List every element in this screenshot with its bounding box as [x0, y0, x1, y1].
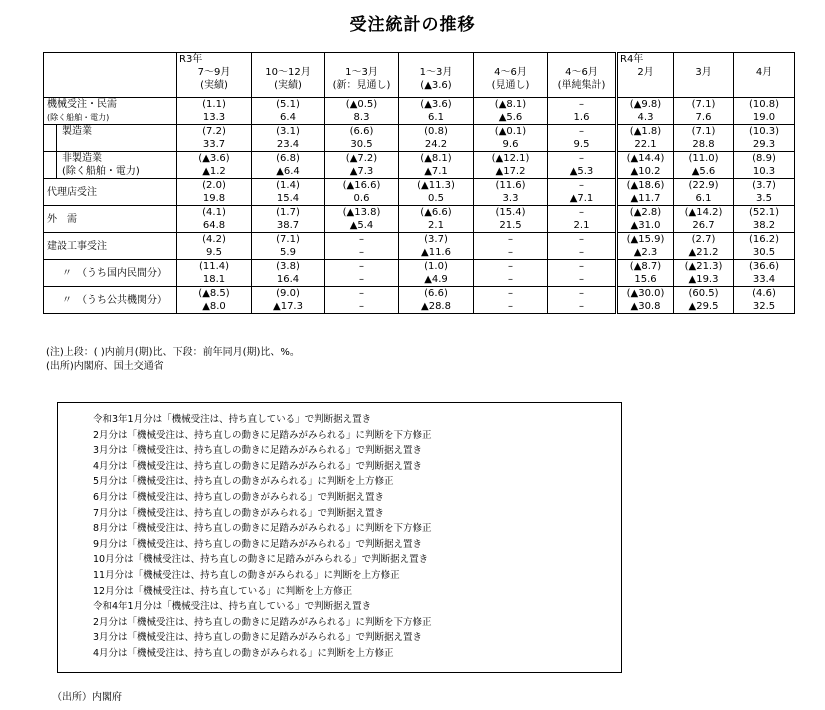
mom-value: (▲8.7) — [617, 260, 674, 274]
mom-value: (▲12.1) — [474, 152, 548, 166]
assessment-line: 5月分は「機械受注は、持ち直しの動きがみられる」に判断を上方修正 — [93, 476, 394, 488]
row-label: 機械受注・民需 — [47, 99, 117, 110]
mom-value: – — [548, 233, 617, 247]
row-label: 代理店受注 — [47, 186, 97, 198]
yoy-value: 30.5 — [734, 246, 795, 260]
column-header — [674, 53, 734, 98]
table-row — [44, 233, 795, 247]
mom-value: – — [474, 233, 548, 247]
mom-value: (7.2) — [177, 125, 252, 139]
yoy-value: 9.5 — [177, 246, 252, 260]
yoy-value: 2.1 — [399, 219, 474, 233]
yoy-value: – — [325, 300, 399, 314]
mom-value: (▲14.2) — [674, 206, 734, 220]
column-kind: (単純集計) — [557, 80, 606, 91]
mom-value: (▲21.3) — [674, 260, 734, 274]
yoy-value: 18.1 — [177, 273, 252, 287]
yoy-value: 38.7 — [252, 219, 325, 233]
stats-table — [43, 52, 795, 314]
column-kind: (新：見通し) — [332, 80, 391, 91]
yoy-value: ▲2.3 — [617, 246, 674, 260]
row-label: 非製造業 — [62, 153, 102, 164]
yoy-value: 6.1 — [674, 192, 734, 206]
yoy-value: ▲5.6 — [474, 111, 548, 125]
mom-value: – — [474, 260, 548, 274]
mom-value: (6.6) — [399, 287, 474, 301]
mom-value: – — [325, 287, 399, 301]
mom-value: (▲14.4) — [617, 152, 674, 166]
table-row — [44, 179, 795, 193]
mom-value: (1.1) — [177, 98, 252, 112]
yoy-value: ▲10.2 — [617, 165, 674, 179]
column-header — [734, 53, 795, 98]
mom-value: (3.1) — [252, 125, 325, 139]
yoy-value: – — [474, 246, 548, 260]
assessment-line: 11月分は「機械受注は、持ち直しの動きがみられる」に判断を上方修正 — [93, 570, 400, 581]
yoy-value: – — [548, 300, 617, 314]
column-header — [252, 53, 325, 98]
yoy-value: 33.4 — [734, 273, 795, 287]
yoy-value: 30.5 — [325, 138, 399, 152]
yoy-value: 5.9 — [252, 246, 325, 260]
column-period: 3月 — [695, 67, 712, 78]
mom-value: (▲9.8) — [617, 98, 674, 112]
yoy-value: 1.6 — [548, 111, 617, 125]
mom-value: (7.1) — [252, 233, 325, 247]
table-row — [44, 98, 795, 112]
assessment-line: 令和3年1月分は「機械受注は、持ち直している」で判断据え置き — [93, 414, 372, 425]
yoy-value: 22.1 — [617, 138, 674, 152]
mom-value: (36.6) — [734, 260, 795, 274]
mom-value: (▲3.6) — [399, 98, 474, 112]
column-era — [252, 53, 324, 66]
mom-value: (▲7.2) — [325, 152, 399, 166]
yoy-value: ▲11.7 — [617, 192, 674, 206]
mom-value: (2.0) — [177, 179, 252, 193]
column-header — [177, 53, 252, 98]
yoy-value: – — [474, 273, 548, 287]
mom-value: – — [325, 233, 399, 247]
mom-value: (▲0.1) — [474, 125, 548, 139]
mom-value: – — [548, 206, 617, 220]
yoy-value: 15.4 — [252, 192, 325, 206]
mom-value: (4.2) — [177, 233, 252, 247]
yoy-value: ▲30.8 — [617, 300, 674, 314]
table-row — [44, 138, 795, 152]
assessment-source: （出所）内閣府 — [52, 692, 122, 703]
column-header — [399, 53, 474, 98]
table-row — [44, 111, 795, 125]
mom-value: (9.0) — [252, 287, 325, 301]
yoy-value: – — [548, 273, 617, 287]
mom-value: (11.0) — [674, 152, 734, 166]
table-note: (注)上段：( )内前月(期)比、下段：前年同月(期)比、%。 — [46, 347, 300, 358]
column-period: 4月 — [755, 67, 773, 78]
header-label-cell — [44, 53, 177, 98]
mom-value: (1.7) — [252, 206, 325, 220]
yoy-value: – — [474, 300, 548, 314]
mom-value: (2.7) — [674, 233, 734, 247]
yoy-value: – — [548, 246, 617, 260]
yoy-value: 3.5 — [734, 192, 795, 206]
row-sublabel — [44, 138, 176, 151]
yoy-value: ▲1.2 — [177, 165, 252, 179]
yoy-value: 32.5 — [734, 300, 795, 314]
assessment-line: 2月分は「機械受注は、持ち直しの動きに足踏みがみられる」に判断を下方修正 — [93, 616, 432, 628]
assessment-box — [57, 402, 622, 673]
yoy-value: ▲17.3 — [252, 300, 325, 314]
mom-value: (15.4) — [474, 206, 548, 220]
table-row — [44, 206, 795, 220]
column-period: 10～12月 — [265, 67, 311, 78]
yoy-value: 6.4 — [252, 111, 325, 125]
yoy-value: 19.0 — [734, 111, 795, 125]
mom-value: – — [548, 152, 617, 166]
yoy-value: 33.7 — [177, 138, 252, 152]
yoy-value: ▲4.9 — [399, 273, 474, 287]
mom-value: (▲15.9) — [617, 233, 674, 247]
mom-value: – — [548, 98, 617, 112]
assessment-line: 10月分は「機械受注は、持ち直しの動きに足踏みがみられる」で判断据え置き — [93, 554, 429, 566]
table-row — [44, 165, 795, 179]
row-label: 製造業 — [62, 126, 92, 137]
assessment-line: 9月分は「機械受注は、持ち直しの動きに足踏みがみられる」で判断据え置き — [93, 538, 423, 550]
yoy-value: 19.8 — [177, 192, 252, 206]
column-era — [399, 53, 473, 66]
yoy-value: ▲5.3 — [548, 165, 617, 179]
yoy-value: 7.6 — [674, 111, 734, 125]
column-period: 2月 — [637, 67, 654, 78]
yoy-value: ▲19.3 — [674, 273, 734, 287]
column-era — [734, 53, 794, 66]
yoy-value: ▲8.0 — [177, 300, 252, 314]
mom-value: (1.0) — [399, 260, 474, 274]
column-header — [325, 53, 399, 98]
yoy-value: 16.4 — [252, 273, 325, 287]
yoy-value: 2.1 — [548, 219, 617, 233]
table-row — [44, 260, 795, 274]
mom-value: (10.8) — [734, 98, 795, 112]
mom-value: (11.6) — [474, 179, 548, 193]
yoy-value: ▲5.4 — [325, 219, 399, 233]
column-kind: (実績) — [274, 80, 302, 91]
yoy-value: 24.2 — [399, 138, 474, 152]
table-row — [44, 125, 795, 139]
mom-value: (11.4) — [177, 260, 252, 274]
mom-value: (10.3) — [734, 125, 795, 139]
mom-value: (▲2.8) — [617, 206, 674, 220]
mom-value: (▲8.1) — [399, 152, 474, 166]
mom-value: – — [548, 260, 617, 274]
assessment-line: 4月分は「機械受注は、持ち直しの動きがみられる」に判断を上方修正 — [93, 648, 394, 659]
yoy-value: 9.5 — [548, 138, 617, 152]
column-kind: (見通し) — [491, 80, 530, 91]
yoy-value: 4.3 — [617, 111, 674, 125]
column-period: 1～3月 — [419, 67, 453, 78]
yoy-value: 23.4 — [252, 138, 325, 152]
row-label: 〃 （うち公共機関分） — [62, 294, 167, 306]
yoy-value: ▲29.5 — [674, 300, 734, 314]
mom-value: – — [474, 287, 548, 301]
mom-value: (22.9) — [674, 179, 734, 193]
column-era — [474, 53, 547, 66]
yoy-value: 26.7 — [674, 219, 734, 233]
mom-value: (0.8) — [399, 125, 474, 139]
row-label: 建設工事受注 — [47, 240, 107, 252]
mom-value: (3.8) — [252, 260, 325, 274]
column-period: 4～6月 — [565, 67, 598, 78]
mom-value: (7.1) — [674, 125, 734, 139]
yoy-value: ▲6.4 — [252, 165, 325, 179]
mom-value: (▲3.6) — [177, 152, 252, 166]
yoy-value: 10.3 — [734, 165, 795, 179]
yoy-value: 0.5 — [399, 192, 474, 206]
mom-value: (▲30.0) — [617, 287, 674, 301]
table-row — [44, 287, 795, 301]
mom-value: – — [548, 179, 617, 193]
yoy-value: 3.3 — [474, 192, 548, 206]
yoy-value: ▲11.6 — [399, 246, 474, 260]
mom-value: (8.9) — [734, 152, 795, 166]
yoy-value: 15.6 — [617, 273, 674, 287]
column-header — [474, 53, 548, 98]
yoy-value: 29.3 — [734, 138, 795, 152]
column-kind: (▲3.6) — [420, 80, 452, 91]
assessment-line: 6月分は「機械受注は、持ち直しの動きがみられる」で判断据え置き — [93, 492, 385, 503]
assessment-line: 12月分は「機械受注は、持ち直している」に判断を上方修正 — [93, 585, 353, 597]
mom-value: (4.6) — [734, 287, 795, 301]
column-period: 7～9月 — [197, 67, 231, 78]
page-title: 受注統計の推移 — [349, 15, 476, 35]
yoy-value: 13.3 — [177, 111, 252, 125]
yoy-value: ▲31.0 — [617, 219, 674, 233]
yoy-value: 21.5 — [474, 219, 548, 233]
table-source: (出所)内閣府、国土交通省 — [46, 361, 164, 372]
mom-value: (▲0.5) — [325, 98, 399, 112]
mom-value: (6.6) — [325, 125, 399, 139]
mom-value: (4.1) — [177, 206, 252, 220]
mom-value: (7.1) — [674, 98, 734, 112]
mom-value: – — [548, 287, 617, 301]
mom-value: (60.5) — [674, 287, 734, 301]
yoy-value: ▲17.2 — [474, 165, 548, 179]
mom-value: (5.1) — [252, 98, 325, 112]
mom-value: (6.8) — [252, 152, 325, 166]
yoy-value: ▲21.2 — [674, 246, 734, 260]
yoy-value: 38.2 — [734, 219, 795, 233]
yoy-value: – — [325, 246, 399, 260]
row-sublabel: (除く船舶・電力) — [47, 113, 110, 122]
yoy-value: ▲7.1 — [548, 192, 617, 206]
column-era — [325, 53, 398, 66]
mom-value: (16.2) — [734, 233, 795, 247]
mom-value: (▲8.1) — [474, 98, 548, 112]
mom-value: – — [325, 260, 399, 274]
mom-value: (▲8.5) — [177, 287, 252, 301]
column-era — [674, 53, 733, 66]
mom-value: (▲1.8) — [617, 125, 674, 139]
yoy-value: 28.8 — [674, 138, 734, 152]
yoy-value: ▲7.3 — [325, 165, 399, 179]
mom-value: (52.1) — [734, 206, 795, 220]
assessment-line: 令和4年1月分は「機械受注は、持ち直している」で判断据え置き — [93, 601, 372, 613]
yoy-value: 9.6 — [474, 138, 548, 152]
yoy-value: 6.1 — [399, 111, 474, 125]
assessment-line: 8月分は「機械受注は、持ち直しの動きに足踏みがみられる」に判断を下方修正 — [93, 523, 432, 535]
column-period: 4～6月 — [494, 67, 527, 78]
yoy-value: 8.3 — [325, 111, 399, 125]
column-era: R4年 — [620, 54, 644, 65]
mom-value: (1.4) — [252, 179, 325, 193]
mom-value: (▲16.6) — [325, 179, 399, 193]
row-label: 外 需 — [47, 213, 77, 225]
assessment-line: 2月分は「機械受注は、持ち直しの動きに足踏みがみられる」に判断を下方修正 — [93, 429, 432, 441]
yoy-value: – — [325, 273, 399, 287]
yoy-value: ▲28.8 — [399, 300, 474, 314]
assessment-line: 4月分は「機械受注は、持ち直しの動きに足踏みがみられる」で判断据え置き — [93, 460, 423, 472]
yoy-value: 0.6 — [325, 192, 399, 206]
column-era — [548, 53, 615, 66]
mom-value: (▲13.8) — [325, 206, 399, 220]
row-sublabel: (除く船舶・電力) — [62, 166, 140, 177]
mom-value: (▲18.6) — [617, 179, 674, 193]
mom-value: (▲11.3) — [399, 179, 474, 193]
mom-value: (3.7) — [734, 179, 795, 193]
mom-value: (▲6.6) — [399, 206, 474, 220]
assessment-line: 3月分は「機械受注は、持ち直しの動きに足踏みがみられる」で判断据え置き — [93, 632, 423, 644]
mom-value: – — [548, 125, 617, 139]
column-header — [617, 53, 674, 98]
yoy-value: ▲7.1 — [399, 165, 474, 179]
assessment-line: 3月分は「機械受注は、持ち直しの動きに足踏みがみられる」で判断据え置き — [93, 445, 423, 457]
column-kind: (実績) — [200, 80, 228, 91]
assessment-line: 7月分は「機械受注は、持ち直しの動きがみられる」で判断据え置き — [93, 507, 385, 519]
column-header — [548, 53, 617, 98]
mom-value: (3.7) — [399, 233, 474, 247]
column-period: 1～3月 — [345, 67, 378, 78]
yoy-value: 64.8 — [177, 219, 252, 233]
yoy-value: ▲5.6 — [674, 165, 734, 179]
row-label: 〃 （うち国内民間分） — [62, 267, 167, 279]
column-era: R3年 — [179, 54, 203, 65]
table-row — [44, 152, 795, 166]
